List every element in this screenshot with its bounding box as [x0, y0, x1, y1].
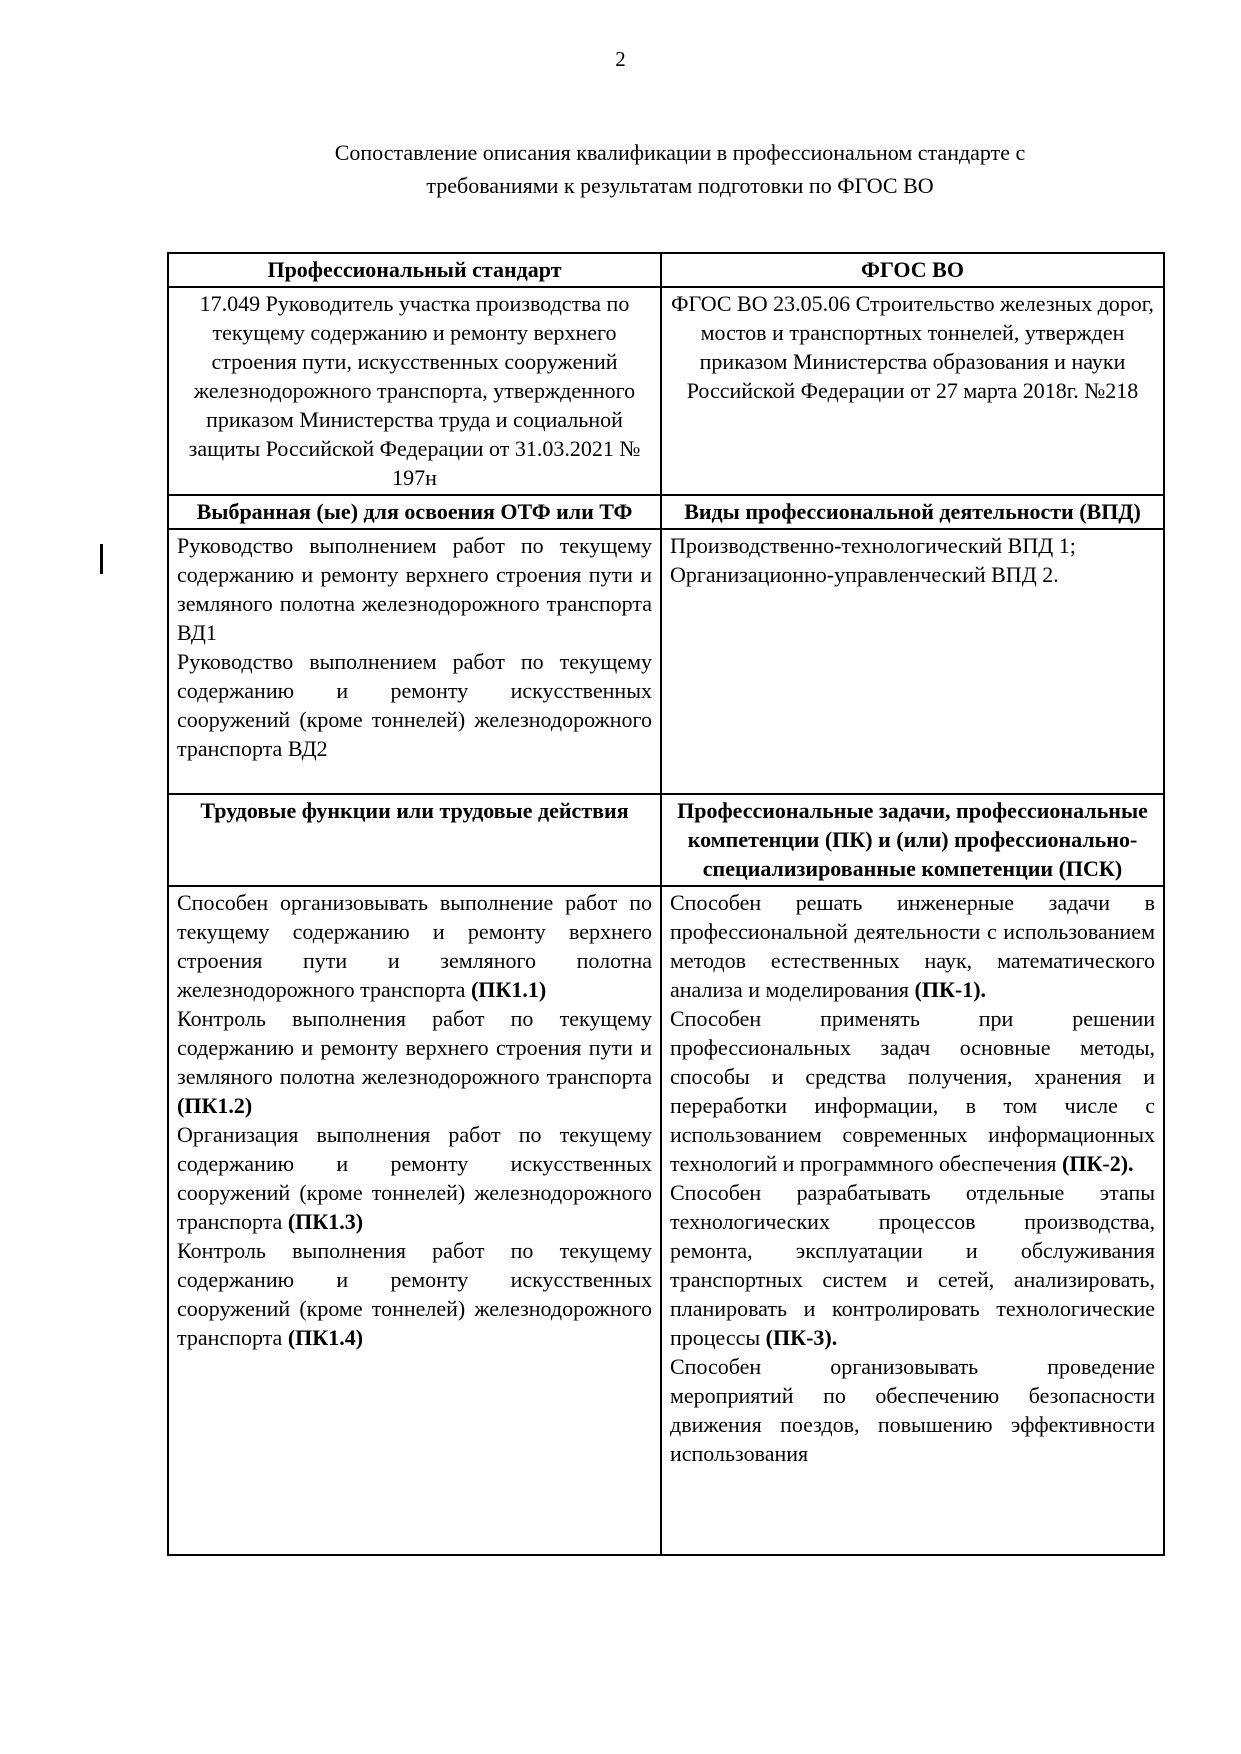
document-title: [180, 136, 1180, 202]
revision-change-bar: [100, 544, 103, 574]
table-row-section2-headers: [168, 495, 1164, 529]
code-pk1-3: (ПК1.3): [287, 1209, 364, 1234]
code-pk1-1: (ПК1.1): [470, 977, 547, 1002]
header-otf-tf: Выбранная (ые) для освоения ОТФ или ТФ: [168, 495, 661, 529]
otf-item-vd2: Руководство выполнением работ по текущему содержанию и ремонту искусственных сооружений (кроме тоннелей) железнодорожного транспорта ВД2: [177, 649, 652, 761]
page-number: 2: [615, 47, 626, 71]
task-pk-1: Способен решать инженерные задачи в профессиональной деятельности с использованием методов естественных наук, математического анализа и моделирования (ПК-1).: [670, 890, 1155, 1002]
function-pk1-4: Контроль выполнения работ по текущему содержанию и ремонту искусственных сооружений (кроме тоннелей) железнодорожного транспорта (ПК1.4): [177, 1238, 652, 1350]
cell-vpd-list: [661, 529, 1164, 794]
vpd-item-1: Производственно-технологический ВПД 1;: [670, 533, 1076, 558]
vpd-item-2: Организационно-управленческий ВПД 2.: [670, 562, 1059, 587]
code-pk-1: (ПК-1).: [914, 977, 987, 1002]
task-pk-4: Способен организовывать проведение мероприятий по обеспечению безопасности движения поездов, повышению эффективности использования: [670, 1354, 1155, 1466]
otf-item-vd1: Руководство выполнением работ по текущему содержанию и ремонту верхнего строения пути и земляного полотна железнодорожного транспорта ВД1: [177, 533, 652, 645]
code-pk-2: (ПК-2).: [1062, 1151, 1134, 1176]
comparison-table: [167, 252, 1165, 1556]
code-pk1-4: (ПК1.4): [287, 1325, 364, 1350]
cell-prof-tasks: [661, 886, 1164, 1555]
table-row-otf-vpd: [168, 529, 1164, 794]
table-row-section3-headers: [168, 794, 1164, 886]
cell-labor-functions: [168, 886, 661, 1555]
header-labor-functions: Трудовые функции или трудовые действия: [168, 794, 661, 886]
title-line-2: требованиями к результатам подготовки по ФГОС ВО: [426, 173, 934, 198]
function-pk1-2: Контроль выполнения работ по текущему содержанию и ремонту верхнего строения пути и земляного полотна железнодорожного транспорта (ПК1.2): [177, 1006, 652, 1118]
cell-prof-standard-description: 17.049 Руководитель участка производства по текущему содержанию и ремонту верхнего строения пути, искусственных сооружений железнодорожного транспорта, утвержденного приказом Министерства труда и социальной защиты Российской Федерации от 31.03.2021 № 197н: [168, 287, 661, 495]
task-pk-3: Способен разрабатывать отдельные этапы технологических процессов производства, ремонта, эксплуатации и обслуживания транспортных систем и сетей, анализировать, планировать и контролировать технологические процессы (ПК-3).: [670, 1180, 1155, 1350]
table-row-functions-tasks: [168, 886, 1164, 1555]
code-pk1-2: (ПК1.2): [177, 1093, 253, 1118]
function-pk1-1: Способен организовывать выполнение работ по текущему содержанию и ремонту верхнего строения пути и земляного полотна железнодорожного транспорта (ПК1.1): [177, 890, 652, 1002]
table-row-col-headers: [168, 253, 1164, 287]
header-prof-tasks: Профессиональные задачи, профессиональные компетенции (ПК) и (или) профессионально-специализированные компетенции (ПСК): [661, 794, 1164, 886]
task-pk-2: Способен применять при решении профессиональных задач основные методы, способы и средства получения, хранения и переработки информации, в том числе с использованием современных информационных технологий и программного обеспечения (ПК-2).: [670, 1006, 1155, 1176]
cell-otf-list: [168, 529, 661, 794]
header-vpd: Виды профессиональной деятельности (ВПД): [661, 495, 1164, 529]
title-line-1: Сопоставление описания квалификации в профессиональном стандарте с: [334, 140, 1026, 165]
header-prof-standard: Профессиональный стандарт: [168, 253, 661, 287]
code-pk-3: (ПК-3).: [765, 1325, 838, 1350]
table-row-standards: [168, 287, 1164, 495]
function-pk1-3: Организация выполнения работ по текущему содержанию и ремонту искусственных сооружений (кроме тоннелей) железнодорожного транспорта (ПК1.3): [177, 1122, 652, 1234]
header-fgos-vo: ФГОС ВО: [661, 253, 1164, 287]
cell-fgos-description: ФГОС ВО 23.05.06 Строительство железных дорог, мостов и транспортных тоннелей, утвержден приказом Министерства образования и науки Российской Федерации от 27 марта 2018г. №218: [661, 287, 1164, 495]
